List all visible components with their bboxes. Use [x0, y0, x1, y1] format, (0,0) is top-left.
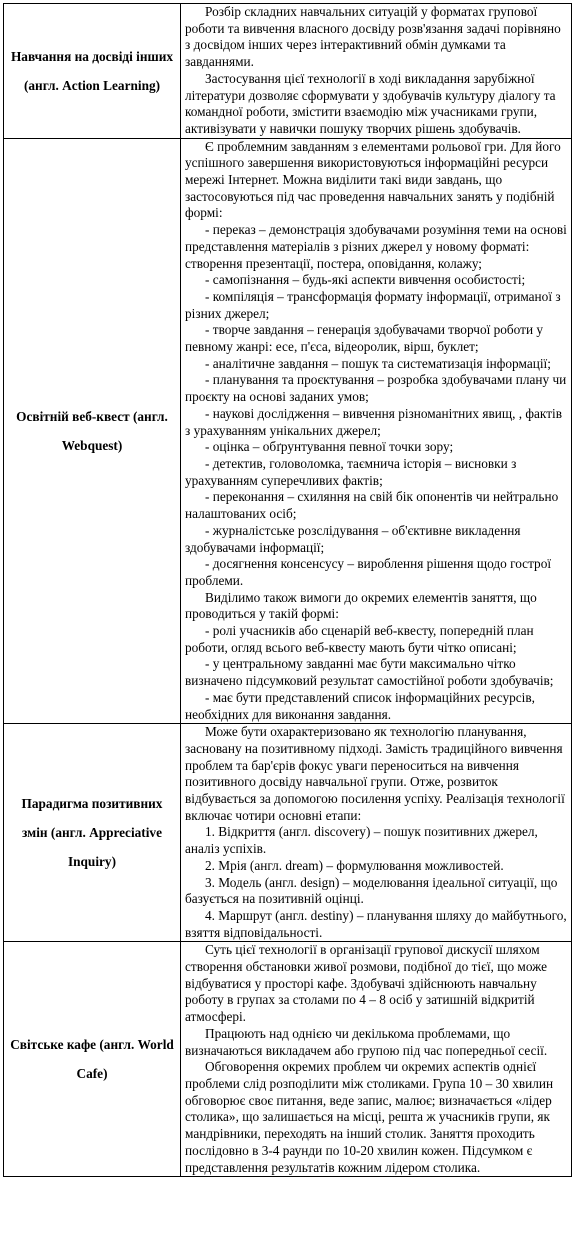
list-item: - ролі учасників або сценарій веб-квесту, попередній план роботи, огляд всього веб-квесту мають бути чітко описані; — [185, 623, 534, 655]
table-body — [4, 4, 572, 1177]
methods-table — [3, 3, 572, 1177]
list-item: - компіляція – трансформація формату інформації, отриманої з різних джерел; — [185, 288, 561, 321]
paragraph: Виділимо також вимоги до окремих елементів заняття, що проводиться у такій формі: — [185, 589, 537, 622]
list-item: - у центральному завданні має бути максимально чітко визначено підсумковий результат самостійної роботи здобувачів; — [185, 656, 554, 689]
list-item: - переконання – схиляння на свій бік опонентів чи нейтрально налаштованих осіб; — [185, 489, 559, 522]
term-cell: Світське кафе (англ. World Cafe) — [4, 942, 181, 1177]
list-item: - творче завдання – генерація здобувачами творчої роботи у певному жанрі: есе, п'єса, відеоролик, вірш, буклет; — [185, 322, 544, 355]
list-item: 1. Відкриття (англ. discovery) – пошук позитивних джерел, аналіз успіхів. — [185, 824, 538, 857]
description-cell — [181, 942, 572, 1177]
table-row-webquest — [4, 138, 572, 724]
description-cell — [181, 4, 572, 139]
paragraph: Застосування цієї технології в ході викладання зарубіжної літератури дозволяє сформувати у здобувачів культуру діалогу та командної роботи, змістити взаємодію між учасниками групи, активізувати у навички пошуку творчих рішень здобувачів. — [185, 70, 556, 136]
list-item: - журналістське розслідування – об'єктивне викладення здобувачами інформації; — [185, 522, 521, 555]
list-item: - планування та проєктування – розробка здобувачами плану чи проєкту на основі заданих умов; — [185, 372, 567, 405]
paragraph: Є проблемним завданням з елементами рольової гри. Для його успішного завершення використовуються інформаційні ресурси мережі Інтернет. Можна виділити такі види завдань, що застосовуються під час проведення навчальних занять у подібній формі: — [185, 138, 561, 221]
paragraph: Працюють над однією чи декількома проблемами, що визначаються викладачем або групою під час попередньої сесії. — [185, 1025, 548, 1058]
list-item: - наукові дослідження – вивчення різноманітних явищ, , фактів з урахуванням унікальних джерел; — [185, 405, 562, 438]
paragraph: Обговорення окремих проблем чи окремих аспектів однієї проблеми слід розподілити між столиками. Група 10 – 30 хвилин обговорює своє питання, веде запис, малює; визначається «лідер столика», що залишається на місці, решта ж учасників групи, як мандрівники, переходять на інший столик. Заняття проходить послідовно в 3-4 раунди по 10-20 хвилин кожен. Підсумком є представлення результатів кожним лідером столика. — [185, 1059, 554, 1175]
list-item: 3. Модель (англ. design) – моделювання ідеальної ситуації, що базується на позитивній оцінці. — [185, 874, 558, 907]
term-cell: Навчання на досвіді інших (англ. Action Learning) — [4, 4, 181, 139]
term-cell: Освітній веб-квест (англ. Webquest) — [4, 138, 181, 724]
description-cell — [181, 138, 572, 724]
table-row-world-cafe — [4, 942, 572, 1177]
paragraph: Суть цієї технології в організації групової дискусії шляхом створення обстановки живої розмови, подібної до тієї, що може відбуватися у просторі кафе. Здобувачі здійснюють навчальну роботу в групах за столами по 4 – 8 осіб у затишній відкритій атмосфері. — [185, 942, 548, 1025]
list-item: 2. Мрія (англ. dream) – формулювання можливостей. — [205, 857, 504, 873]
list-item: - оцінка – обґрунтування певної точки зору; — [205, 439, 454, 455]
list-item: - досягнення консенсусу – вироблення рішення щодо гострої проблеми. — [185, 556, 552, 588]
paragraph: Розбір складних навчальних ситуацій у форматах групової роботи та вивчення власного досвіду розв'язання задачі порівняно з досвідом інших через інтерактивний обмін думками та завданнями. — [185, 4, 561, 70]
list-item: - самопізнання – будь-які аспекти вивчення особистості; — [205, 272, 526, 288]
list-item: - детектив, головоломка, таємнича історія – висновки з урахуванням суперечливих фактів; — [185, 455, 517, 488]
list-item: 4. Маршрут (англ. destiny) – планування шляху до майбутнього, взяття відповідальності. — [185, 907, 567, 940]
list-item: - має бути представлений список інформаційних ресурсів, необхідних для виконання завдання. — [185, 689, 535, 722]
term-cell: Парадигма позитивних змін (англ. Appreciative Inquiry) — [4, 724, 181, 942]
paragraph: Може бути охарактеризовано як технологію планування, засновану на позитивному підході. Замість традиційного вивчення проблем та бар'єрів фокус уваги переноситься на вивчення позитивного досвіду навчальної групи. Отже, розвиток відбувається за допомогою посилення успіху. Реалізація технології включає чотири основні етапи: — [185, 724, 565, 823]
description-cell — [181, 724, 572, 942]
list-item: - аналітичне завдання – пошук та систематизація інформації; — [205, 355, 551, 371]
list-item: - переказ – демонстрація здобувачами розуміння теми на основі представлення матеріалів з різних джерел у новому форматі: створення презентації, постера, оповідання, колажу; — [185, 222, 567, 271]
table-row-appreciative-inquiry — [4, 724, 572, 942]
table-row-action-learning — [4, 4, 572, 139]
